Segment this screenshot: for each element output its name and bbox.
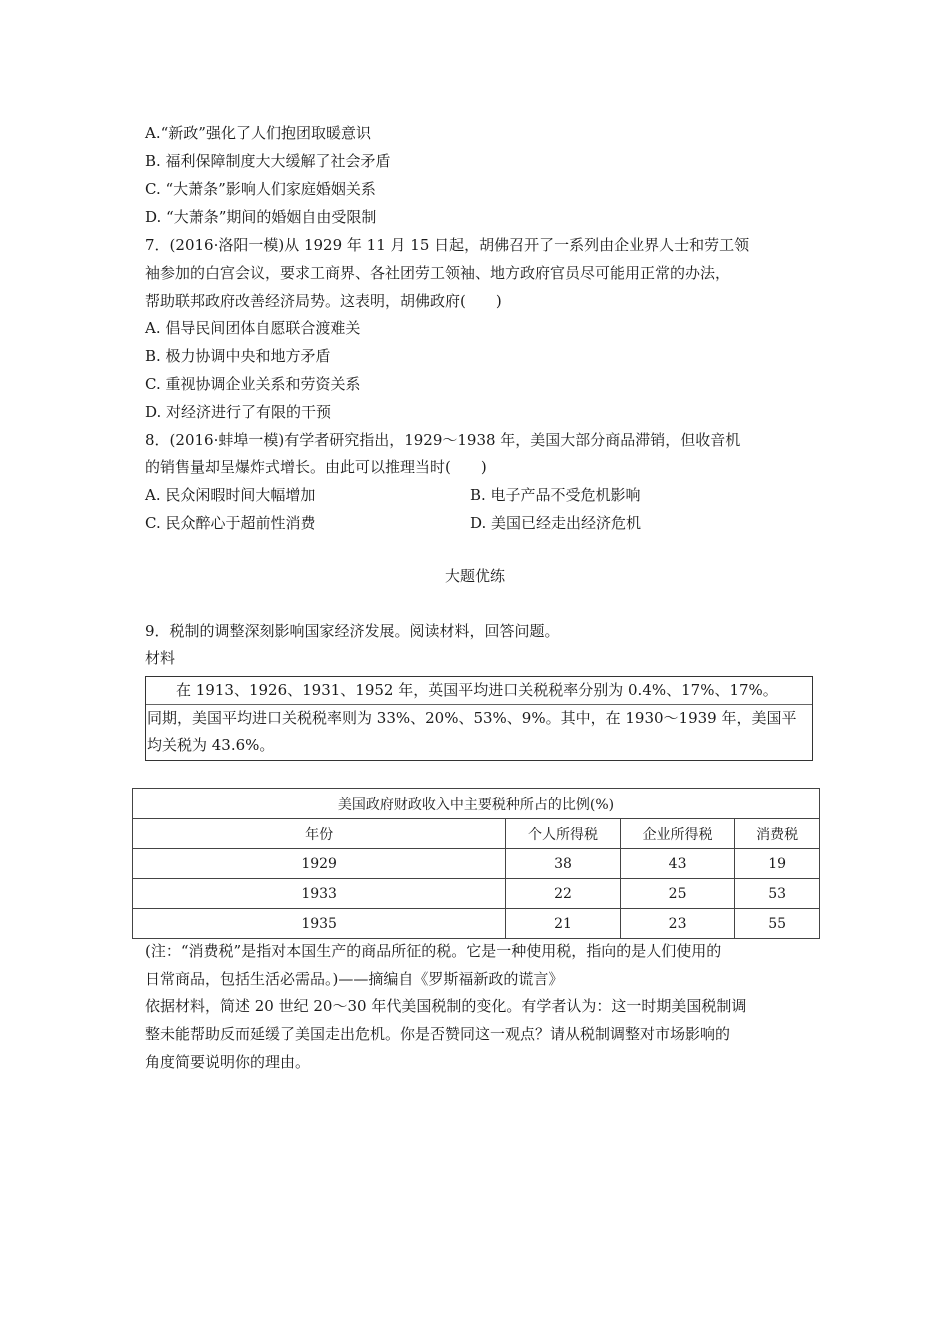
q6-option-c: C. “大萧条”影响人们家庭婚姻关系 [145, 180, 376, 198]
q7-stem-line-2: 袖参加的白宫会议，要求工商界、各社团劳工领袖、地方政府官员尽可能用正常的办法， [145, 264, 731, 282]
material-box [145, 676, 813, 761]
q8-option-b: B. 电子产品不受危机影响 [470, 486, 641, 504]
cell-year: 1929 [133, 849, 506, 879]
q7-option-b: B. 极力协调中央和地方矛盾 [145, 347, 331, 365]
cell-value: 21 [506, 909, 621, 939]
cell-year: 1935 [133, 909, 506, 939]
table-title: 美国政府财政收入中主要税种所占的比例(%) [133, 789, 820, 819]
header-consumption-tax: 消费税 [735, 819, 820, 849]
header-year: 年份 [133, 819, 506, 849]
tax-ratio-table [132, 788, 820, 939]
q8-stem-line-2: 的销售量却呈爆炸式增长。由此可以推理当时( ) [145, 458, 487, 476]
q8-option-a: A. 民众闲暇时间大幅增加 [145, 486, 316, 504]
cell-value: 38 [506, 849, 621, 879]
material-line-2: 同期，美国平均进口关税税率则为 33%、20%、53%、9%。其中，在 1930～1939 年，美国平 [147, 709, 797, 727]
note-line-1: (注：“消费税”是指对本国生产的商品所征的税。它是一种使用税，指向的是人们使用的 [145, 942, 722, 960]
q7-stem-line-3: 帮助联邦政府改善经济局势。这表明，胡佛政府( ) [145, 292, 502, 310]
cell-value: 43 [620, 849, 735, 879]
question-line-1: 依据材料，简述 20 世纪 20～30 年代美国税制的变化。有学者认为：这一时期美国税制调 [145, 997, 747, 1015]
table-header-row [133, 819, 820, 849]
material-line-1: 在 1913、1926、1931、1952 年，英国平均进口关税税率分别为 0.4%、17%、17%。 [176, 681, 778, 699]
header-personal-income-tax: 个人所得税 [506, 819, 621, 849]
q6-option-d: D. “大萧条”期间的婚姻自由受限制 [145, 208, 377, 226]
q8-stem-line-1: 8．(2016·蚌埠一模)有学者研究指出，1929～1938 年，美国大部分商品滞销，但收音机 [145, 431, 741, 449]
q7-option-c: C. 重视协调企业关系和劳资关系 [145, 375, 361, 393]
header-corporate-income-tax: 企业所得税 [620, 819, 735, 849]
cell-value: 53 [735, 879, 820, 909]
cell-year: 1933 [133, 879, 506, 909]
cell-value: 25 [620, 879, 735, 909]
material-label: 材料 [145, 649, 176, 667]
table-row [133, 849, 820, 879]
material-line-3: 均关税为 43.6%。 [147, 736, 275, 754]
cell-value: 22 [506, 879, 621, 909]
box-divider [146, 704, 812, 705]
cell-value: 55 [735, 909, 820, 939]
q8-option-c: C. 民众醉心于超前性消费 [145, 514, 316, 532]
q6-option-a: A.“新政”强化了人们抱团取暖意识 [145, 124, 371, 142]
section-title: 大题优练 [444, 567, 505, 585]
question-line-2: 整未能帮助反而延缓了美国走出危机。你是否赞同这一观点？请从税制调整对市场影响的 [145, 1025, 731, 1043]
cell-value: 23 [620, 909, 735, 939]
cell-value: 19 [735, 849, 820, 879]
q7-option-d: D. 对经济进行了有限的干预 [145, 403, 332, 421]
q9-stem: 9．税制的调整深刻影响国家经济发展。阅读材料，回答问题。 [145, 622, 560, 640]
note-line-2: 日常商品，包括生活必需品。)——摘编自《罗斯福新政的谎言》 [145, 970, 564, 988]
question-line-3: 角度简要说明你的理由。 [145, 1053, 311, 1071]
q6-option-b: B. 福利保障制度大大缓解了社会矛盾 [145, 152, 391, 170]
table-row [133, 879, 820, 909]
q7-stem-line-1: 7．(2016·洛阳一模)从 1929 年 11 月 15 日起，胡佛召开了一系列由企业界人士和劳工领 [145, 236, 750, 254]
table-row [133, 909, 820, 939]
q8-option-d: D. 美国已经走出经济危机 [470, 514, 642, 532]
q7-option-a: A. 倡导民间团体自愿联合渡难关 [145, 319, 361, 337]
